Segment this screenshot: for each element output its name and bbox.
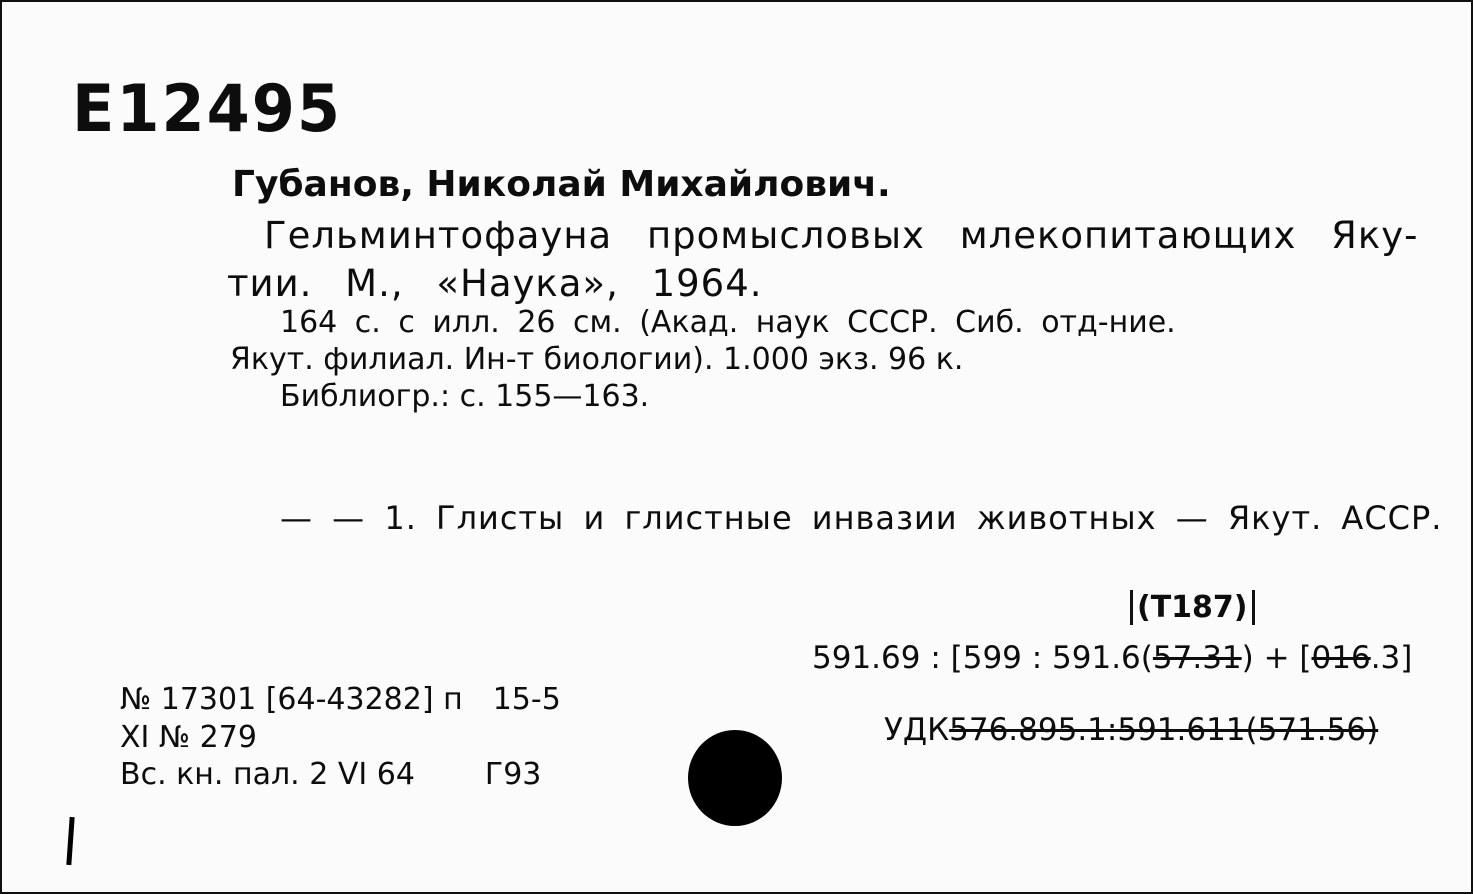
classification-middle: ) + [ [1241,640,1312,676]
classification-prefix: 591.69 : [599 : 591.6( [812,640,1153,676]
description-line-1: 164 с. с илл. 26 см. (Акад. наук СССР. Сиб. отд-ние. [280,305,1176,340]
udc-label: УДК [884,712,950,748]
punch-hole [688,730,782,826]
classification-suffix: .3] [1370,640,1413,676]
accession-line-1 [120,682,561,717]
accession-code: 15-5 [492,682,561,717]
accession-line-3 [120,757,541,792]
classification-struck-part-1: 57.31 [1152,640,1242,676]
accession-number: № 17301 [64-43282] п [120,682,463,717]
pencil-mark [66,817,74,865]
card-code: Г93 [484,757,542,792]
classification-number [812,640,1412,676]
description-line-2: Якут. филиал. Ин-т биологии). 1.000 экз. 96 к. [230,342,964,377]
udc-number [884,712,1378,748]
classification-struck-part-2: 016 [1311,640,1371,676]
handwritten-note: (Т187) [1130,590,1255,625]
chamber-record: Вс. кн. пал. 2 VI 64 [120,757,415,792]
subject-heading: — — 1. Глисты и глистные инвазии животных — Якут. АССР. [280,499,1443,537]
accession-line-2: XI № 279 [120,720,257,755]
author-heading: Губанов, Николай Михайлович. [232,164,891,205]
title-line-1: Гельминтофауна промысловых млекопитающих Яку- [264,214,1419,257]
shelfmark: Е12495 [72,70,343,147]
bibliography-note: Библиогр.: с. 155—163. [280,379,650,414]
title-line-2: тии. М., «Наука», 1964. [227,262,763,305]
udc-struck-code: 576.895.1:591.611(571.56) [949,712,1379,748]
